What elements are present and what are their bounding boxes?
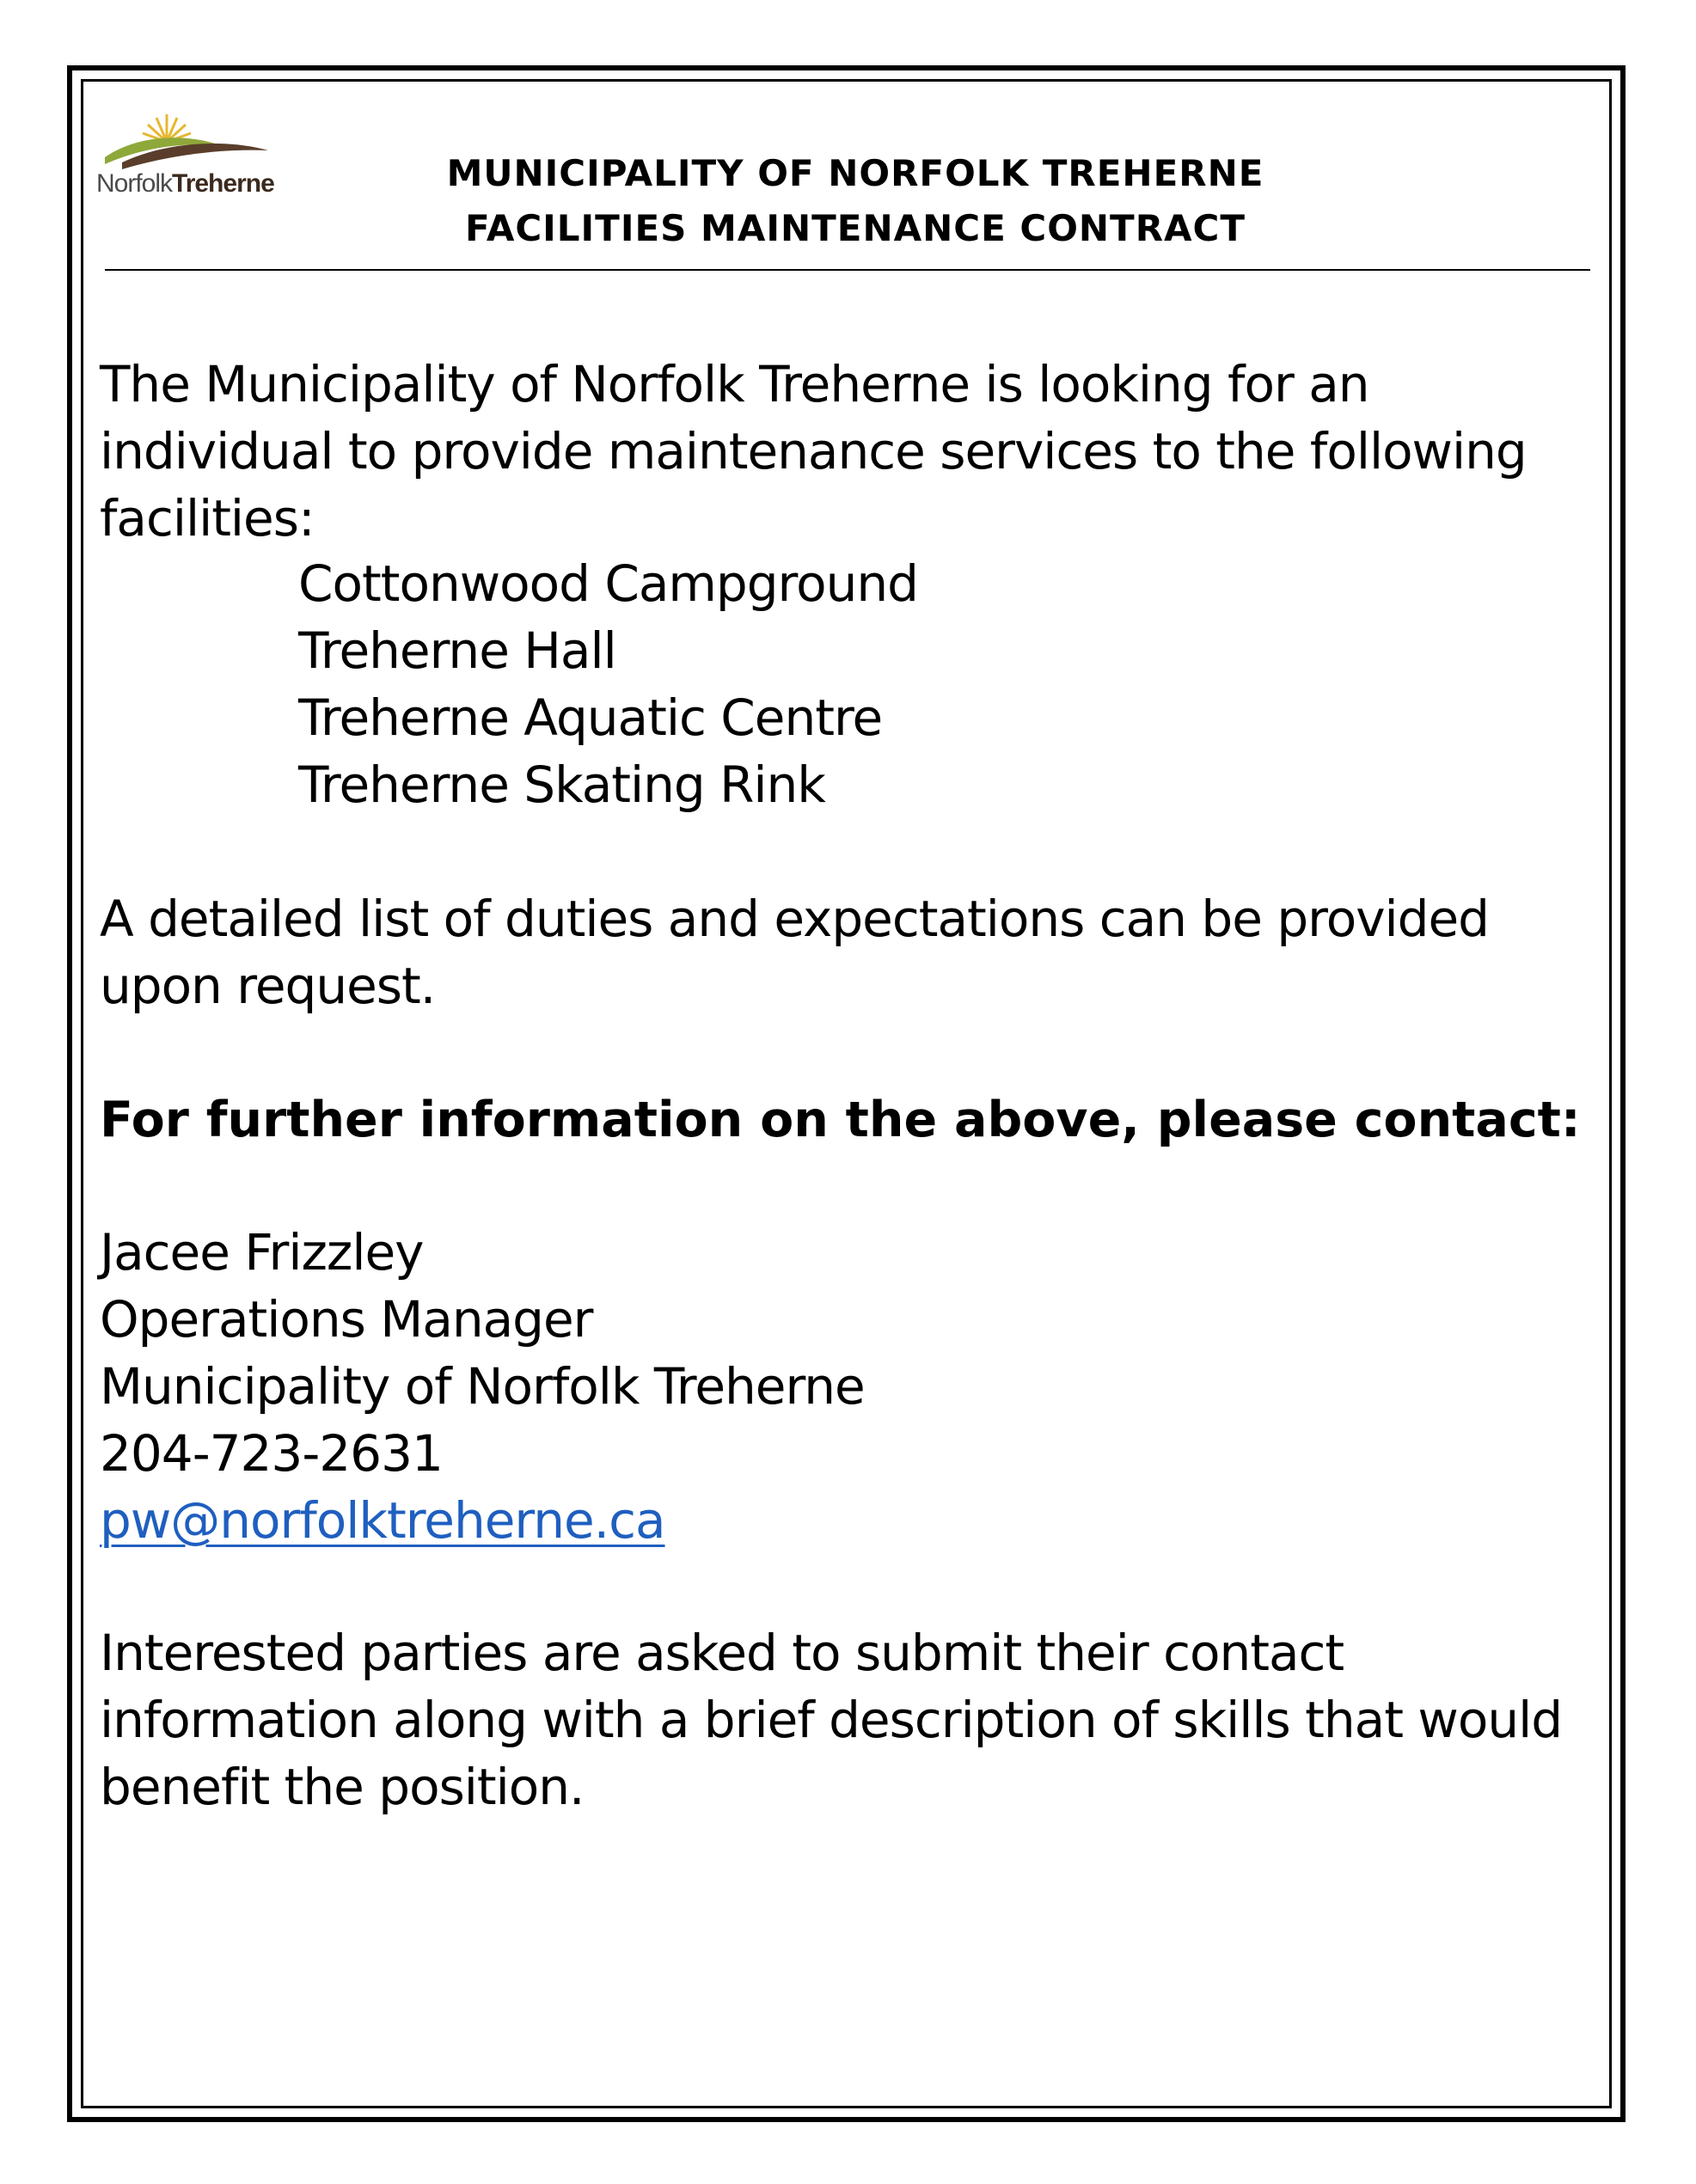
logo-text-norfolk: Norfolk bbox=[96, 169, 173, 198]
logo-wordmark bbox=[96, 169, 274, 199]
closing-line-3: benefit the position. bbox=[100, 1758, 585, 1816]
contact-phone: 204-723-2631 bbox=[100, 1424, 443, 1483]
details-line-2: upon request. bbox=[100, 957, 436, 1015]
closing-line-2: information along with a brief description of skills that would bbox=[100, 1691, 1563, 1749]
facility-item: Treherne Hall bbox=[298, 621, 616, 680]
facility-item: Treherne Aquatic Centre bbox=[298, 688, 883, 747]
facility-item: Treherne Skating Rink bbox=[298, 756, 825, 814]
document-header bbox=[327, 146, 1384, 256]
intro-line-3: facilities: bbox=[100, 489, 315, 548]
contact-organization: Municipality of Norfolk Treherne bbox=[100, 1357, 865, 1416]
norfolk-treherne-logo bbox=[96, 107, 281, 202]
contact-email-line bbox=[100, 1487, 665, 1554]
header-title-line2: FACILITIES MAINTENANCE CONTRACT bbox=[464, 207, 1246, 249]
facility-item: Cottonwood Campground bbox=[298, 554, 918, 613]
contact-heading: For further information on the above, please contact: bbox=[100, 1092, 1581, 1148]
logo-text-treherne: Treherne bbox=[172, 169, 274, 198]
contact-title: Operations Manager bbox=[100, 1290, 593, 1349]
header-title-line1: MUNICIPALITY OF NORFOLK TREHERNE bbox=[446, 152, 1264, 194]
intro-line-1: The Municipality of Norfolk Treherne is looking for an bbox=[100, 355, 1369, 413]
contact-email-link[interactable]: pw@norfolktreherne.ca bbox=[100, 1491, 665, 1550]
intro-line-2: individual to provide maintenance services to the following bbox=[100, 422, 1527, 480]
closing-line-1: Interested parties are asked to submit their contact bbox=[100, 1624, 1344, 1682]
details-line-1: A detailed list of duties and expectations can be provided bbox=[100, 890, 1489, 948]
header-divider bbox=[105, 269, 1590, 271]
contact-name: Jacee Frizzley bbox=[100, 1223, 424, 1282]
logo-sun-hills-icon bbox=[96, 107, 281, 172]
